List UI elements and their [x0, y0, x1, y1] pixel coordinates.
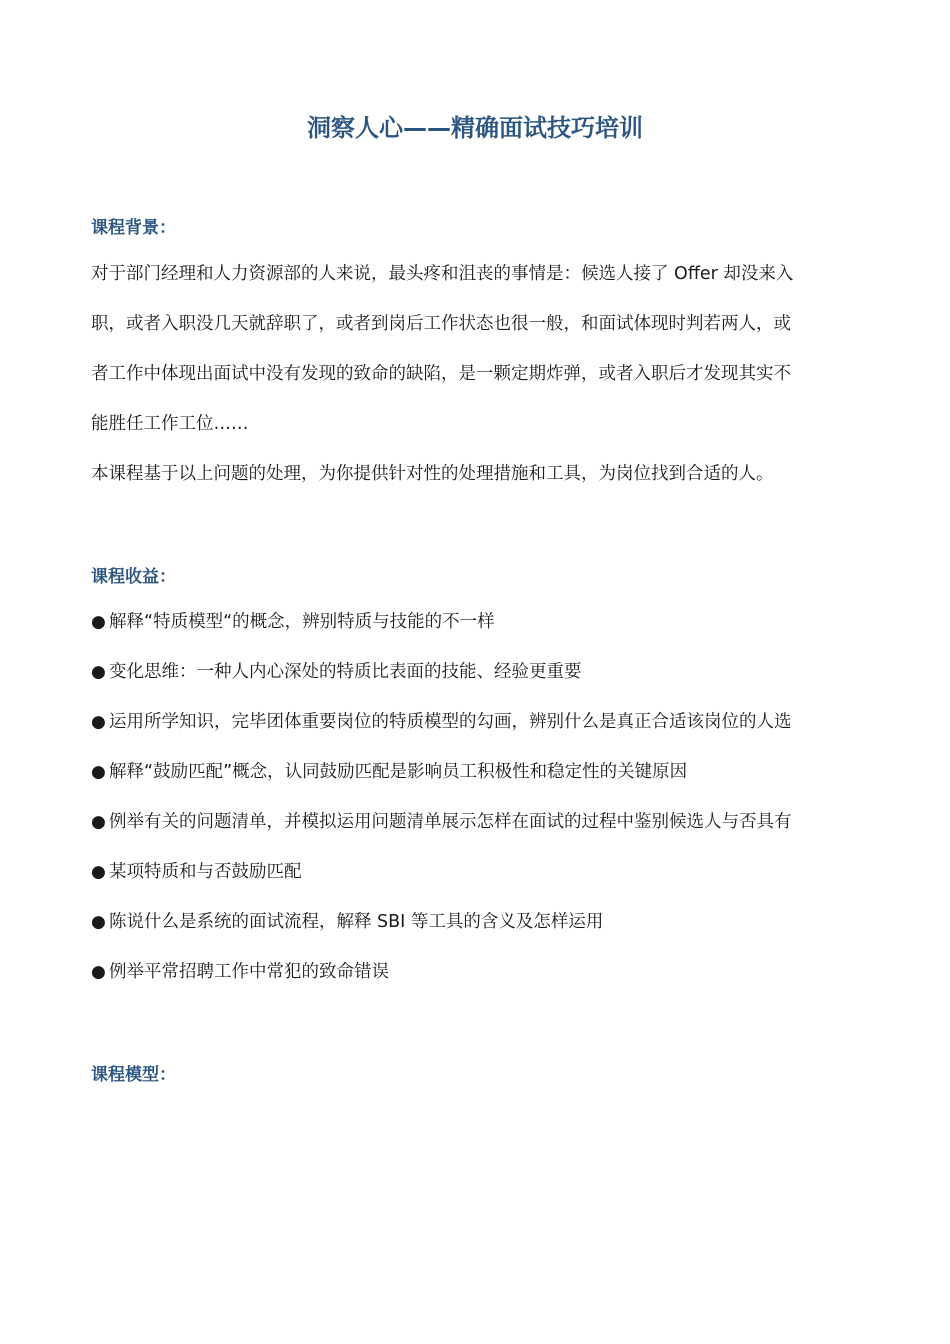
section-heading-benefits: 课程收益：: [91, 567, 176, 587]
list-item-text: 陈说什么是系统的面试流程，解释 SBI 等工具的含义及怎样运用: [109, 912, 604, 932]
list-item: [91, 947, 871, 997]
bullet-icon: ●: [91, 612, 106, 632]
benefits-list: [91, 597, 871, 997]
bullet-icon: ●: [91, 762, 106, 782]
bullet-icon: ●: [91, 912, 106, 932]
bullet-icon: ●: [91, 862, 106, 882]
list-item: [91, 797, 871, 847]
section-heading-model: 课程模型：: [91, 1065, 176, 1085]
bullet-icon: ●: [91, 812, 106, 832]
list-item-text: 变化思维：一种人内心深处的特质比表面的技能、经验更重要: [109, 662, 582, 682]
bullet-icon: ●: [91, 962, 106, 982]
background-paragraph: [91, 249, 861, 499]
section-heading-background: 课程背景：: [91, 218, 176, 238]
list-item-text: 解释“特质模型“的概念，辨别特质与技能的不一样: [109, 612, 495, 632]
list-item: [91, 597, 871, 647]
bullet-icon: ●: [91, 712, 106, 732]
list-item: [91, 897, 871, 947]
background-summary-line: 本课程基于以上问题的处理，为你提供针对性的处理措施和工具，为岗位找到合适的人。: [91, 464, 774, 484]
background-line: 能胜任工作工位……: [91, 414, 249, 434]
list-item: [91, 647, 871, 697]
list-item-text: 解释“鼓励匹配”概念，认同鼓励匹配是影响员工积极性和稳定性的关键原因: [109, 762, 688, 782]
list-item-text: 运用所学知识，完毕团体重要岗位的特质模型的勾画，辨别什么是真正合适该岗位的人选: [109, 712, 792, 732]
list-item-text: 某项特质和与否鼓励匹配: [109, 862, 302, 882]
list-item-text: 例举有关的问题清单，并模拟运用问题清单展示怎样在面试的过程中鉴别候选人与否具有: [109, 812, 792, 832]
list-item-text: 例举平常招聘工作中常犯的致命错误: [109, 962, 389, 982]
background-line: 对于部门经理和人力资源部的人来说，最头疼和沮丧的事情是：候选人接了 Offer 却没来入: [91, 264, 794, 284]
background-line: 职，或者入职没几天就辞职了，或者到岗后工作状态也很一般，和面试体现时判若两人，或: [91, 314, 791, 334]
background-line: 者工作中体现出面试中没有发现的致命的缺陷，是一颗定期炸弹，或者入职后才发现其实不: [91, 364, 791, 384]
list-item: [91, 697, 871, 747]
bullet-icon: ●: [91, 662, 106, 682]
document-title: 洞察人心——精确面试技巧培训: [307, 114, 643, 142]
list-item: [91, 847, 871, 897]
list-item: [91, 747, 871, 797]
